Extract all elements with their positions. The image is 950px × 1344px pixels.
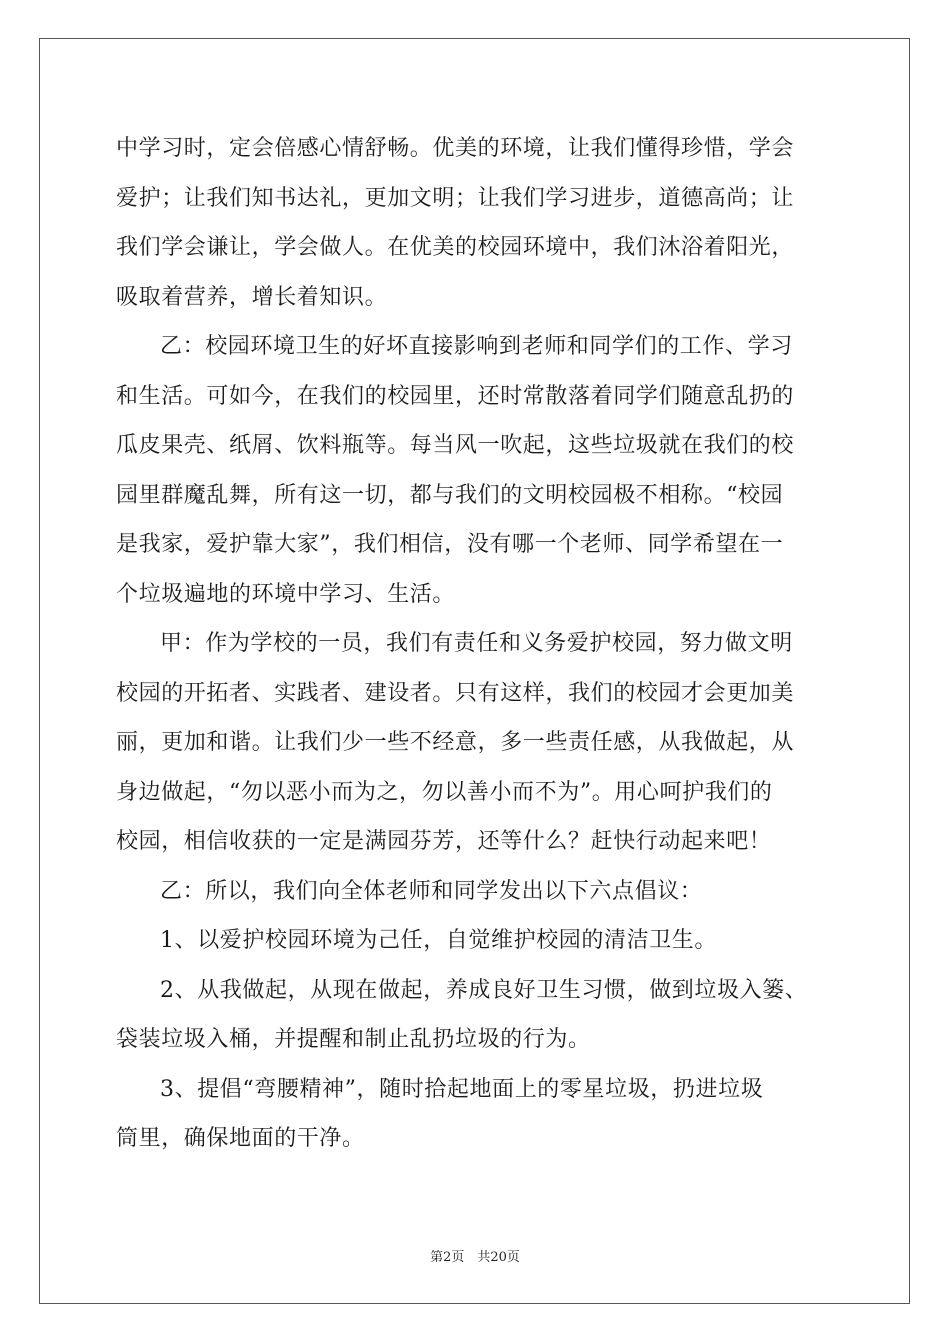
text-line: 丽，更加和谐。让我们少一些不经意，多一些责任感，从我做起，从	[116, 730, 795, 755]
text-line: 校园，相信收获的一定是满园芬芳，还等什么？赶快行动起来吧！	[116, 829, 772, 854]
paragraph-first-line: 乙：校园环境卫生的好坏直接影响到老师和同学们的工作、学习	[160, 334, 793, 359]
paragraph-first-line: 2、从我做起，从现在做起，养成良好卫生习惯，做到垃圾入篓、	[160, 977, 808, 1003]
text-line: 和生活。可如今，在我们的校园里，还时常散落着同学们随意乱扔的	[116, 383, 795, 409]
text-line: 我们学会谦让，学会做人。在优美的校园环境中，我们沐浴着阳光，	[116, 235, 795, 260]
paragraph-first-line: 甲：作为学校的一员，我们有责任和义务爱护校园，努力做文明	[160, 631, 793, 656]
text-line: 爱护；让我们知书达礼，更加文明；让我们学习进步，道德高尚；让	[116, 185, 795, 211]
page-number-footer: 第2页 共20页	[430, 1250, 520, 1265]
text-line: 中学习时，定会倍感心情舒畅。优美的环境，让我们懂得珍惜，学会	[116, 136, 795, 161]
text-line: 个垃圾遍地的环境中学习、生活。	[116, 581, 456, 607]
text-line: 筒里，确保地面的干净。	[116, 1126, 365, 1151]
text-line: 吸取着营养，增长着知识。	[116, 284, 388, 310]
paragraph-first-line: 乙：所以，我们向全体老师和同学发出以下六点倡议：	[160, 878, 703, 904]
text-line: 身边做起，“勿以恶小而为之，勿以善小而不为”。用心呵护我们的	[116, 779, 773, 805]
paragraph-first-line: 3、提倡“弯腰精神”，随时拾起地面上的零星垃圾，扔进垃圾	[160, 1076, 764, 1102]
text-line: 是我家，爱护靠大家”，我们相信，没有哪一个老师、同学希望在一	[116, 532, 784, 557]
text-line: 园里群魔乱舞，所有这一切，都与我们的文明校园极不相称。“校园	[116, 482, 784, 508]
text-line: 校园的开拓者、实践者、建设者。只有这样，我们的校园才会更加美	[116, 680, 795, 706]
document-body	[116, 124, 834, 1164]
paragraph-first-line: 1、以爱护校园环境为己任，自觉维护校园的清洁卫生。	[160, 928, 717, 953]
text-line: 瓜皮果壳、纸屑、饮料瓶等。每当风一吹起，这些垃圾就在我们的校	[116, 433, 795, 458]
text-line: 袋装垃圾入桶，并提醒和制止乱扔垃圾的行为。	[116, 1027, 591, 1052]
